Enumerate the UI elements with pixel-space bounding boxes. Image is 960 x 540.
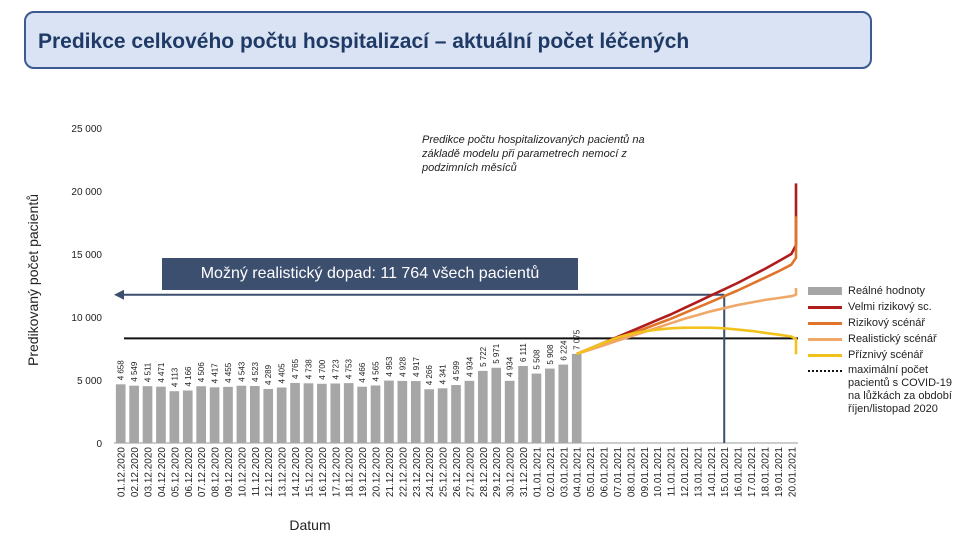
x-tick-label: 20.01.2021	[787, 447, 799, 498]
x-tick-label: 02.01.2021	[545, 447, 557, 498]
bar-data-label: 7 075	[572, 329, 582, 350]
bar-data-label: 4 506	[197, 362, 207, 383]
legend-item-max-line	[808, 363, 958, 416]
bar-data-label: 4 599	[452, 361, 461, 382]
x-tick-label: 08.01.2021	[626, 447, 638, 498]
x-tick-label: 11.01.2021	[666, 447, 678, 497]
legend-label-favorable: Příznivý scénář	[848, 349, 924, 361]
bar	[143, 386, 153, 443]
x-tick-label: 19.01.2021	[773, 447, 785, 498]
x-tick-label: 13.01.2021	[693, 447, 705, 498]
bar	[183, 391, 193, 443]
legend-swatch-bars	[808, 287, 842, 295]
impact-arrow-head	[114, 290, 124, 300]
bar	[505, 381, 515, 443]
bar	[411, 381, 421, 443]
x-tick-label: 10.01.2021	[653, 447, 665, 498]
bar-data-label: 6 224	[559, 340, 569, 361]
x-tick-label: 02.12.2020	[130, 447, 142, 498]
bar-data-label: 4 455	[224, 362, 233, 383]
bar	[545, 369, 555, 443]
x-tick-label: 25.12.2020	[438, 447, 450, 498]
legend-swatch-very-risky	[808, 306, 842, 309]
scenario-line-4	[577, 328, 796, 355]
legend-label-realistic: Realistický scénář	[848, 333, 937, 345]
legend-label-bars: Reálné hodnoty	[848, 285, 926, 297]
bar	[558, 365, 568, 443]
x-tick-label: 18.12.2020	[344, 447, 356, 498]
bar-data-label: 5 908	[545, 344, 555, 365]
legend-item-very-risky	[808, 299, 958, 315]
x-tick-label: 16.01.2021	[733, 447, 745, 498]
x-tick-label: 01.01.2021	[532, 447, 544, 498]
bar-data-label: 4 765	[291, 358, 301, 379]
bar-data-label: 4 471	[156, 362, 166, 383]
x-tick-label: 17.01.2021	[747, 447, 759, 498]
x-axis-label: Datum	[289, 517, 331, 533]
bar	[451, 385, 461, 443]
bar-data-label: 5 508	[532, 349, 542, 370]
legend-swatch-risky	[808, 322, 842, 325]
x-tick-label: 09.01.2021	[639, 447, 651, 498]
y-tick-label: 10 000	[71, 313, 102, 324]
legend-item-bars	[808, 283, 958, 299]
y-tick-label: 25 000	[71, 124, 102, 135]
x-tick-label: 14.12.2020	[291, 447, 303, 498]
x-tick-label: 12.12.2020	[264, 447, 276, 498]
bar-data-label: 4 166	[183, 366, 193, 387]
x-tick-label: 10.12.2020	[237, 447, 249, 498]
x-tick-label: 04.12.2020	[156, 447, 168, 498]
x-tick-label: 07.01.2021	[612, 447, 624, 498]
bar	[170, 391, 180, 443]
legend-label-max-line: maximální počet pacientů s COVID-19 na lůžkách za období říjen/listopad 2020	[848, 364, 952, 415]
realistic-impact-callout: Možný realistický dopad: 11 764 všech pacientů	[162, 258, 578, 290]
bar-data-label: 4 917	[411, 357, 421, 378]
bar	[317, 384, 327, 443]
x-tick-label: 08.12.2020	[210, 447, 222, 498]
legend-swatch-realistic	[808, 338, 842, 341]
x-tick-label: 15.12.2020	[304, 447, 316, 498]
bar-data-label: 4 466	[358, 362, 368, 383]
bar-data-label: 4 341	[438, 364, 448, 385]
bar-data-label: 4 511	[143, 362, 153, 383]
bar	[290, 383, 300, 443]
x-tick-label: 05.01.2021	[586, 447, 598, 498]
legend-item-realistic	[808, 331, 958, 347]
bar-data-label: 4 417	[210, 363, 220, 384]
y-tick-label: 20 000	[71, 187, 102, 198]
x-tick-label: 05.12.2020	[170, 447, 182, 498]
legend-swatch-max-line	[808, 370, 842, 372]
bar-data-label: 5 971	[492, 343, 502, 364]
bar-data-label: 4 113	[170, 367, 180, 388]
x-tick-label: 03.12.2020	[143, 447, 155, 498]
slide-title: Predikce celkového počtu hospitalizací – aktuální počet léčených	[38, 30, 690, 53]
bar-data-label: 4 700	[317, 359, 327, 380]
x-tick-label: 01.12.2020	[116, 447, 128, 498]
bar	[344, 383, 354, 443]
x-tick-label: 17.12.2020	[331, 447, 343, 498]
bar-data-label: 4 928	[398, 356, 408, 377]
x-tick-label: 09.12.2020	[224, 447, 235, 498]
y-tick-label: 5 000	[76, 376, 102, 387]
bar-data-label: 4 934	[465, 356, 475, 377]
bar	[330, 383, 340, 443]
bar-data-label: 4 405	[277, 363, 287, 384]
x-tick-label: 26.12.2020	[452, 447, 463, 498]
bar-data-label: 4 565	[371, 361, 381, 382]
bar-data-label: 4 723	[331, 359, 341, 380]
y-tick-label: 0	[96, 439, 102, 450]
x-tick-label: 16.12.2020	[317, 447, 329, 498]
y-axis-label: Predikovaný počet pacientů	[25, 194, 41, 366]
x-tick-label: 21.12.2020	[384, 447, 396, 498]
bar	[478, 371, 488, 443]
x-tick-label: 03.01.2021	[559, 447, 571, 498]
x-tick-label: 15.01.2021	[720, 447, 732, 498]
x-tick-label: 30.12.2020	[505, 447, 517, 498]
bar	[237, 386, 247, 443]
bar	[424, 389, 434, 443]
x-tick-label: 13.12.2020	[277, 447, 289, 498]
x-tick-label: 14.01.2021	[706, 447, 718, 498]
bar	[156, 387, 166, 443]
x-tick-label: 04.01.2021	[572, 447, 584, 498]
bar-data-label: 4 289	[264, 364, 274, 385]
x-tick-label: 23.12.2020	[411, 447, 423, 498]
x-tick-label: 12.01.2021	[680, 447, 691, 498]
x-tick-label: 24.12.2020	[425, 447, 437, 498]
x-tick-label: 29.12.2020	[492, 447, 504, 498]
bar	[304, 383, 314, 443]
bar	[518, 366, 528, 443]
bar-data-label: 4 934	[505, 356, 515, 377]
bar-data-label: 4 658	[116, 360, 126, 381]
x-tick-label: 27.12.2020	[465, 446, 477, 498]
y-tick-label: 15 000	[71, 250, 102, 261]
bar-data-label: 5 722	[478, 346, 488, 367]
bar	[250, 386, 260, 443]
legend-item-favorable	[808, 347, 958, 363]
bar	[277, 387, 287, 443]
bar-data-label: 6 111	[519, 343, 529, 363]
x-tick-label: 19.12.2020	[358, 447, 370, 498]
x-tick-label: 11.12.2020	[250, 447, 262, 497]
bar	[371, 385, 381, 443]
x-tick-label: 31.12.2020	[519, 447, 531, 498]
bar-data-label: 4 738	[304, 359, 314, 380]
bar-data-label: 4 543	[237, 361, 247, 382]
x-tick-label: 06.12.2020	[183, 447, 195, 498]
legend-label-risky: Rizikový scénář	[848, 317, 926, 329]
bar	[223, 387, 233, 443]
bar-data-label: 4 523	[250, 361, 260, 383]
bar	[263, 389, 273, 443]
bar	[116, 384, 126, 443]
legend-label-very-risky: Velmi rizikový sc.	[848, 301, 932, 313]
bar	[438, 388, 448, 443]
bar	[465, 381, 475, 443]
bar-data-label: 4 549	[130, 361, 140, 382]
bar	[532, 374, 542, 443]
scenario-line-3	[577, 288, 796, 354]
legend-item-risky	[808, 315, 958, 331]
bar	[196, 386, 206, 443]
x-tick-label: 18.01.2021	[760, 447, 772, 498]
bar	[210, 387, 220, 443]
bar-data-label: 4 266	[425, 365, 435, 386]
bar-data-label: 4 753	[344, 359, 354, 380]
bar	[398, 381, 408, 443]
bar	[491, 368, 501, 443]
chart-legend	[808, 283, 958, 416]
legend-swatch-favorable	[808, 354, 842, 357]
x-tick-label: 07.12.2020	[197, 447, 209, 498]
bar-data-label: 4 953	[384, 356, 394, 377]
bar	[129, 386, 139, 443]
x-tick-label: 20.12.2020	[371, 447, 383, 498]
bar	[384, 381, 394, 443]
x-tick-label: 06.01.2021	[599, 447, 611, 498]
bar	[357, 387, 367, 443]
bar	[572, 354, 582, 443]
x-tick-label: 28.12.2020	[478, 446, 490, 498]
model-annotation: Predikce počtu hospitalizovaných pacientů na základě modelu při parametrech nemocí z podzimních měsíců	[422, 134, 645, 174]
x-tick-label: 22.12.2020	[398, 447, 410, 498]
